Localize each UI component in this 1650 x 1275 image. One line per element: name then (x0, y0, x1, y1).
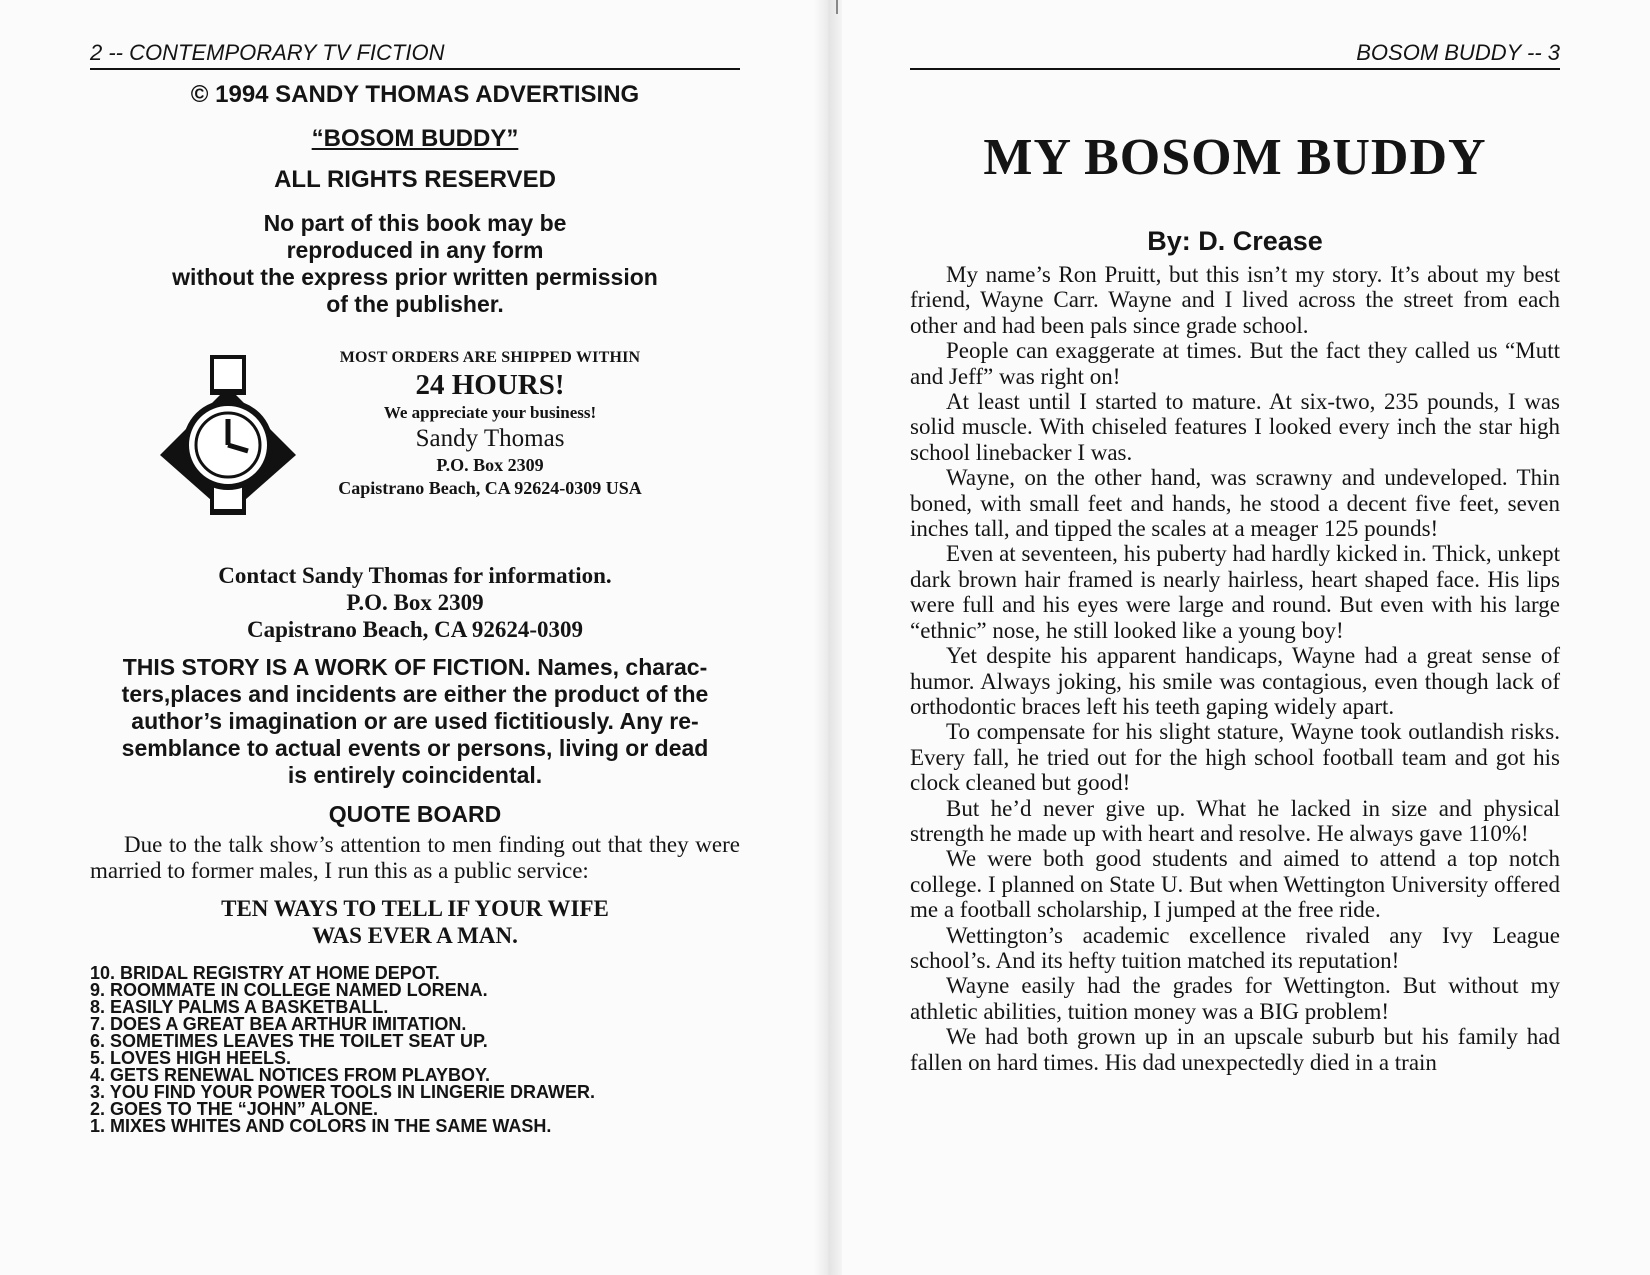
gutter-mark (836, 0, 838, 14)
running-head-left: 2 -- CONTEMPORARY TV FICTION (90, 40, 740, 70)
notice-line: No part of this book may be (263, 210, 567, 236)
notice-line: reproduced in any form (286, 237, 544, 263)
story-paragraph: To compensate for his slight stature, Wayne took outlandish risks. Every fall, he tried out for the high school football team and got his clock cleaned but good! (910, 719, 1560, 796)
story-paragraph: We had both grown up in an upscale suburb but his family had fallen on hard times. His dad unexpectedly died in a train (910, 1024, 1560, 1075)
notice-line: of the publisher. (326, 291, 504, 317)
shipping-hours: 24 HOURS! (415, 369, 565, 401)
list-item: 7. DOES A GREAT BEA ARTHUR IMITATION. (90, 1014, 467, 1034)
list-item: 3. YOU FIND YOUR POWER TOOLS IN LINGERIE DRAWER. (90, 1082, 596, 1102)
story-paragraph: But he’d never give up. What he lacked in size and physical strength he made up with heart and resolve. He always gave 110%! (910, 795, 1560, 846)
disclaimer-line: ters,places and incidents are either the product of the (121, 681, 709, 707)
story-paragraph: People can exaggerate at times. But the fact they called us “Mutt and Jeff” was right on! (910, 338, 1560, 389)
byline: By: D. Crease (1147, 226, 1323, 256)
disclaimer-line: semblance to actual events or persons, living or dead (121, 735, 709, 761)
right-page (910, 0, 1560, 1275)
list-title (90, 895, 740, 949)
story-paragraph: Wayne easily had the grades for Wettington. But without my athletic abilities, tuition money was a BIG problem! (910, 973, 1560, 1024)
story-paragraph: Wettington’s academic excellence rivaled any Ivy League school’s. And its hefty tuition matched its reputation! (910, 922, 1560, 973)
contact-line: P.O. Box 2309 (346, 590, 484, 615)
story-paragraph: At least until I started to mature. At six-two, 235 pounds, I was solid muscle. With chiseled features I looked every inch the star high school linebacker I was. (910, 389, 1560, 465)
rights-reserved: ALL RIGHTS RESERVED (274, 166, 556, 193)
wristwatch-icon (158, 355, 298, 515)
notice-line: without the express prior written permission (172, 264, 658, 290)
quote-board-intro: Due to the talk show’s attention to men finding out that they were married to former males, I run this as a public service: (90, 832, 740, 883)
appreciation-text: We appreciate your business! (383, 403, 597, 422)
contact-block (90, 562, 740, 643)
left-page (90, 0, 740, 1275)
shipping-notice: MOST ORDERS ARE SHIPPED WITHIN (339, 349, 641, 366)
story-paragraph: Yet despite his apparent handicaps, Wayne had a great sense of humor. Always joking, his smile was contagious, even though lack of orthodontic braces left his teeth gaping widely apart. (910, 643, 1560, 719)
ten-ways-list (90, 965, 740, 1135)
fiction-disclaimer (90, 654, 740, 789)
list-title-line: TEN WAYS TO TELL IF YOUR WIFE (221, 896, 609, 921)
reproduction-notice (90, 210, 740, 318)
list-item: 9. ROOMMATE IN COLLEGE NAMED LORENA. (90, 980, 488, 1000)
po-box: P.O. Box 2309 (436, 455, 544, 475)
company-name: Sandy Thomas (415, 425, 565, 452)
list-item: 8. EASILY PALMS A BASKETBALL. (90, 997, 389, 1017)
list-item: 2. GOES TO THE “JOHN” ALONE. (90, 1099, 379, 1119)
book-gutter (814, 0, 842, 1275)
list-item: 10. BRIDAL REGISTRY AT HOME DEPOT. (90, 963, 440, 983)
story-body (910, 262, 1560, 1075)
order-info-block (290, 348, 690, 500)
contact-line: Capistrano Beach, CA 92624-0309 (246, 617, 584, 642)
address: Capistrano Beach, CA 92624-0309 USA (338, 478, 642, 498)
list-item: 1. MIXES WHITES AND COLORS IN THE SAME WASH. (90, 1116, 552, 1136)
list-title-line: WAS EVER A MAN. (312, 923, 518, 948)
story-paragraph: My name’s Ron Pruitt, but this isn’t my story. It’s about my best friend, Wayne Carr. Wayne and I lived across the street from each other and had been pals since grade school. (910, 262, 1560, 338)
quote-board-heading: QUOTE BOARD (328, 801, 502, 827)
list-item: 4. GETS RENEWAL NOTICES FROM PLAYBOY. (90, 1065, 491, 1085)
story-title: MY BOSOM BUDDY (983, 129, 1487, 186)
story-paragraph: Wayne, on the other hand, was scrawny and undeveloped. Thin boned, with small feet and hands, he stood a decent five feet, seven inches tall, and tipped the scales at a meager 125 pounds! (910, 465, 1560, 542)
story-paragraph: We were both good students and aimed to attend a top notch college. I planned on State U. But when Wettington University offered me a football scholarship, I jumped at the free ride. (910, 846, 1560, 923)
disclaimer-line: author’s imagination or are used fictitiously. Any re- (131, 708, 699, 734)
contact-line: Contact Sandy Thomas for information. (218, 563, 612, 588)
list-item: 6. SOMETIMES LEAVES THE TOILET SEAT UP. (90, 1031, 488, 1051)
running-head-right: BOSOM BUDDY -- 3 (910, 40, 1560, 70)
copyright-line: © 1994 SANDY THOMAS ADVERTISING (190, 81, 640, 108)
story-paragraph: Even at seventeen, his puberty had hardly kicked in. Thick, unkept dark brown hair framed is nearly hairless, heart shaped face. His lips were full and his eyes were large and round. But even with his large “ethnic” nose, he still looked like a young boy! (910, 541, 1560, 643)
disclaimer-line: is entirely coincidental. (287, 762, 543, 788)
list-item: 5. LOVES HIGH HEELS. (90, 1048, 292, 1068)
disclaimer-line: THIS STORY IS A WORK OF FICTION. Names, charac- (122, 654, 708, 680)
book-title: “BOSOM BUDDY” (311, 125, 519, 152)
